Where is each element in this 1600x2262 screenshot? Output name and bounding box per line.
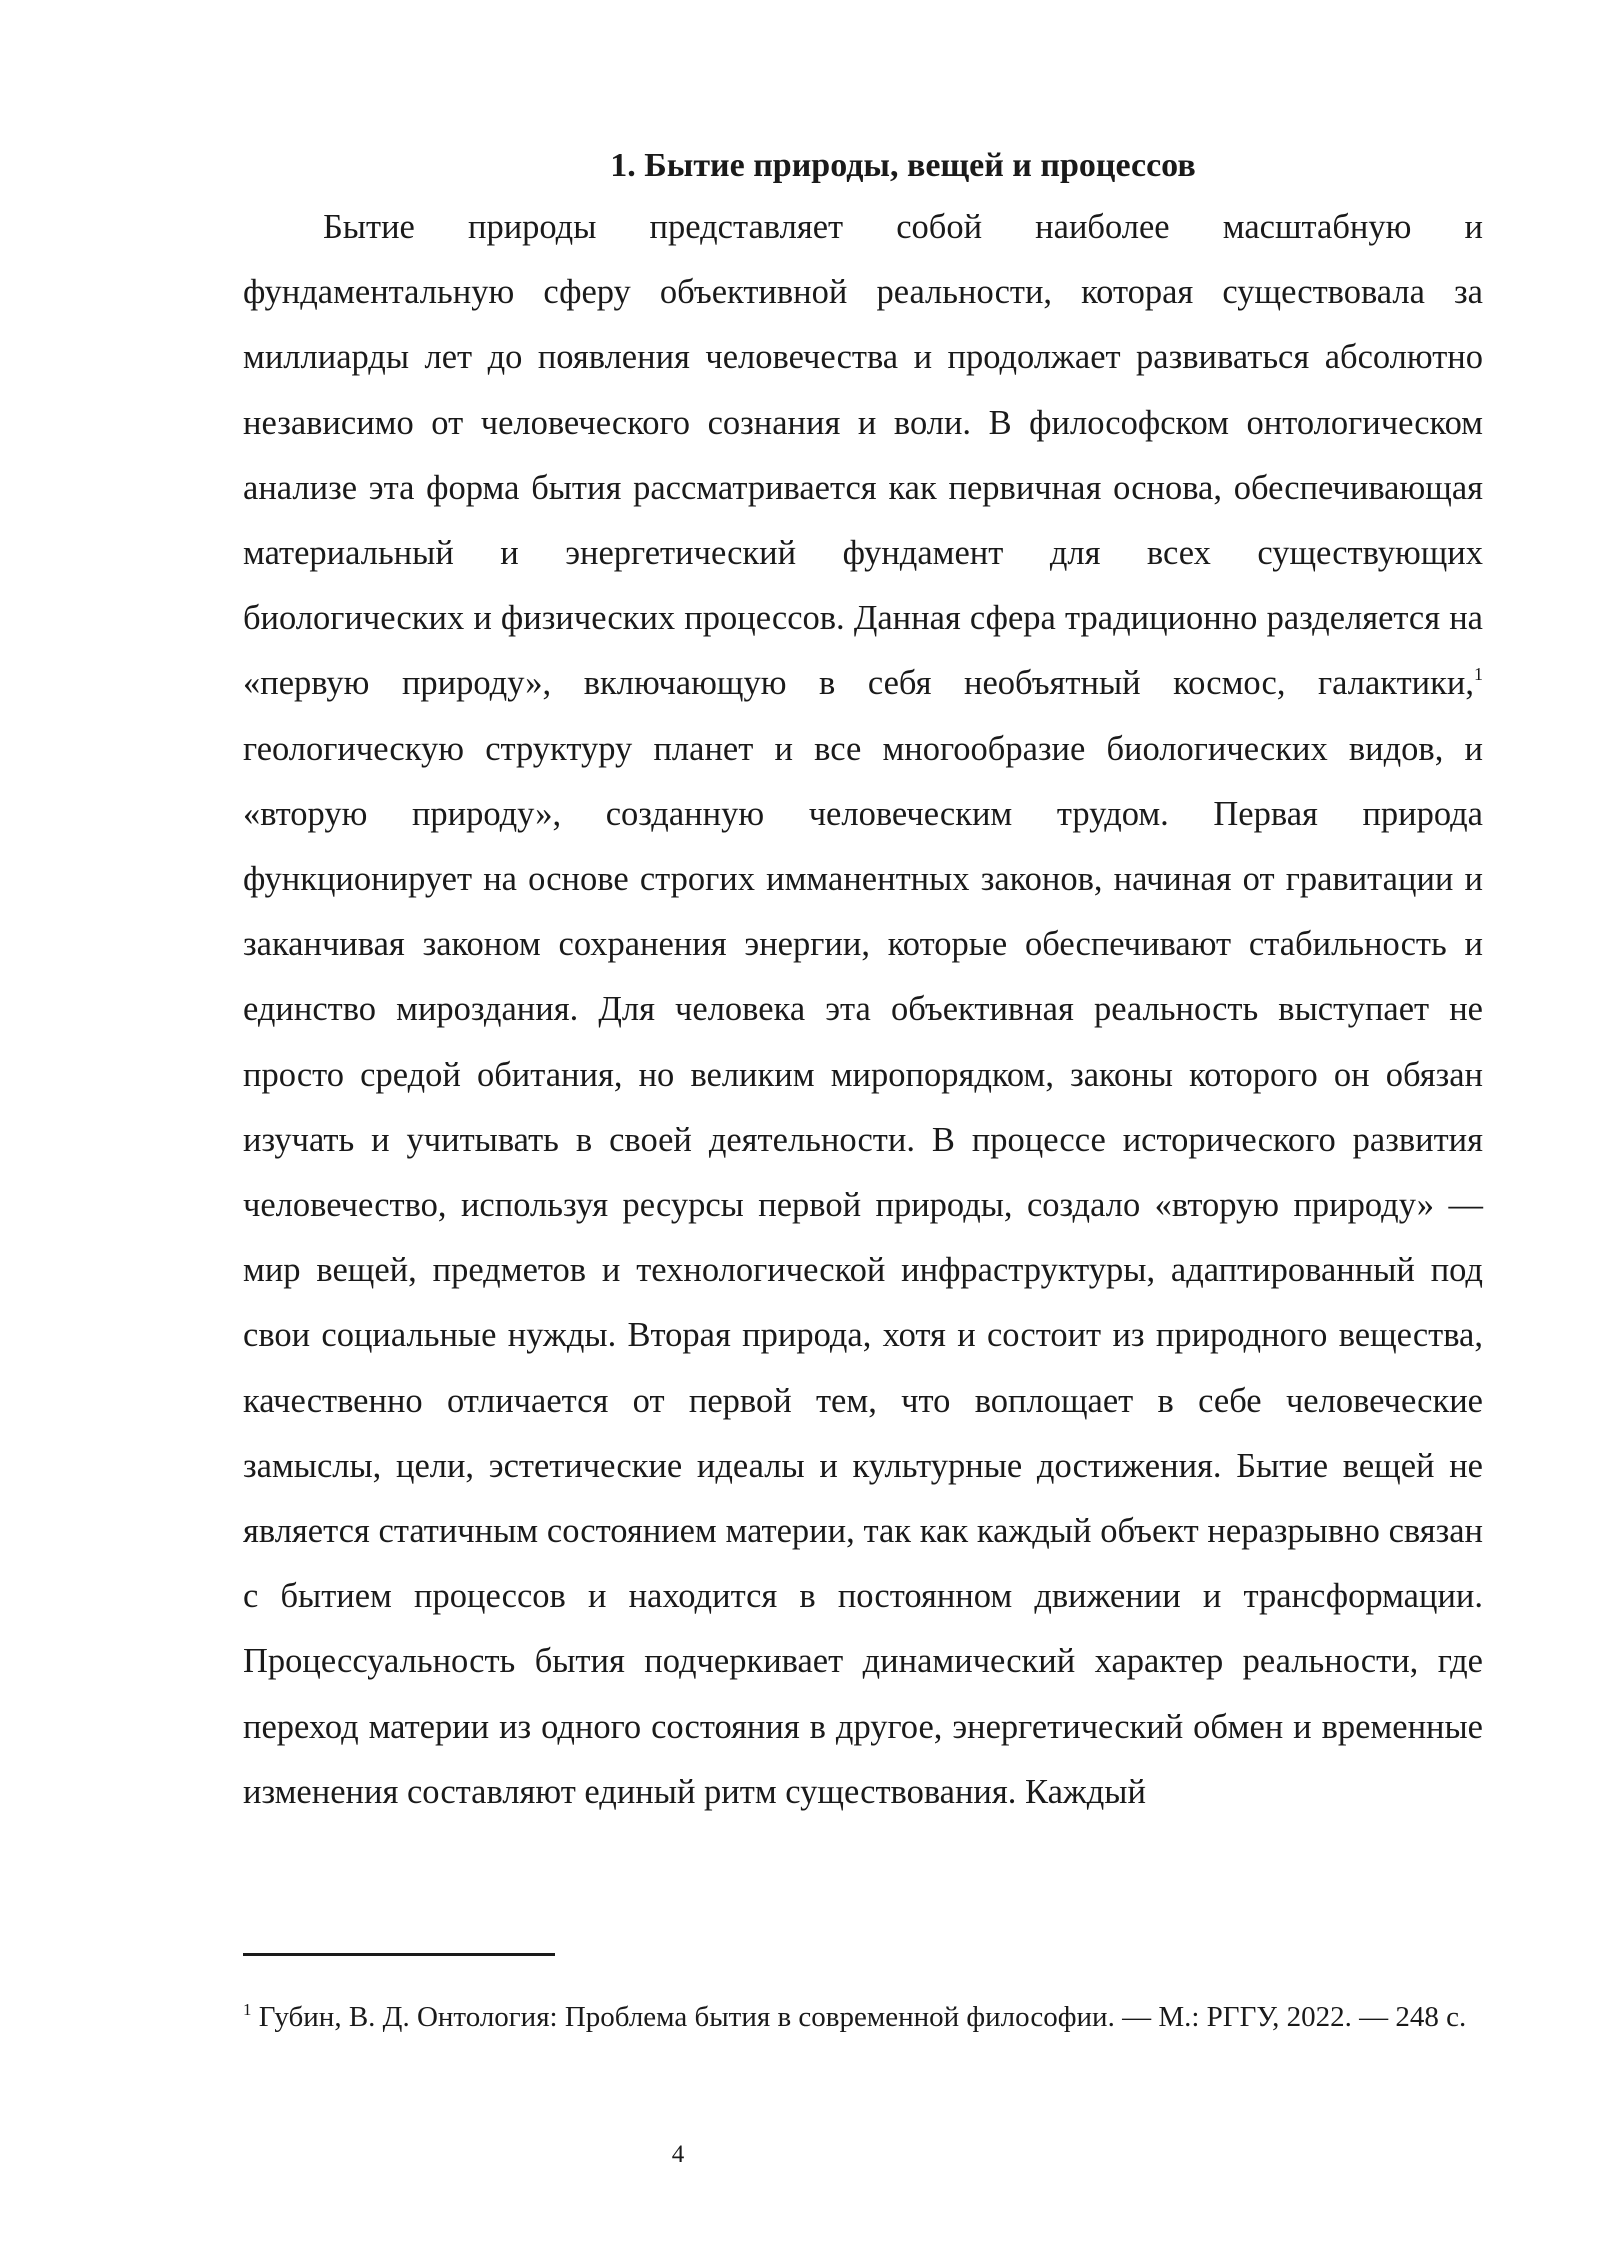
footnote-reference[interactable]: 1 xyxy=(1474,664,1483,685)
footnote xyxy=(243,1998,1483,2037)
body-paragraph xyxy=(243,195,1483,1825)
body-text-part-2: геологическую структуру планет и все многообразие биологических видов, и «вторую природу», созданную человеческим трудом. Первая природа функционирует на основе строгих имманентных законов, начиная от гравитации и заканчивая законом сохранения энергии, которые обеспечивают стабильность и единство мироздания. Для человека эта объективная реальность выступает не просто средой обитания, но великим миропорядком, законы которого он обязан изучать и учитывать в своей деятельности. В процессе исторического развития человечество, используя ресурсы первой природы, создало «вторую природу» — мир вещей, предметов и технологической инфраструктуры, адаптированный под свои социальные нужды. Вторая природа, хотя и состоит из природного вещества, качественно отличается от первой тем, что воплощает в себе человеческие замыслы, цели, эстетические идеалы и культурные достижения. Бытие вещей не является статичным состоянием материи, так как каждый объект неразрывно связан с бытием процессов и находится в постоянном движении и трансформации. Процессуальность бытия подчеркивает динамический характер реальности, где переход материи из одного состояния в другое, энергетический обмен и временные изменения составляют единый ритм существования. Каждый xyxy=(243,729,1483,1811)
page-number: 4 xyxy=(671,2141,685,2168)
footnote-text: Губин, В. Д. Онтология: Проблема бытия в современной философии. — М.: РГГУ, 2022. — 248 с. xyxy=(251,2001,1467,2033)
footnote-separator xyxy=(243,1953,555,1956)
section-heading: 1. Бытие природы, вещей и процессов xyxy=(610,147,1196,184)
body-text-part-1: Бытие природы представляет собой наиболее масштабную и фундаментальную сферу объективной реальности, которая существовала за миллиарды лет до появления человечества и продолжает развиваться абсолютно независимо от человеческого сознания и воли. В философском онтологическом анализе эта форма бытия рассматривается как первичная основа, обеспечивающая материальный и энергетический фундамент для всех существующих биологических и физических процессов. Данная сфера традиционно разделяется на «первую природу», включающую в себя необъятный космос, галактики, xyxy=(243,208,1483,703)
footnote-marker: 1 xyxy=(243,2000,252,2019)
